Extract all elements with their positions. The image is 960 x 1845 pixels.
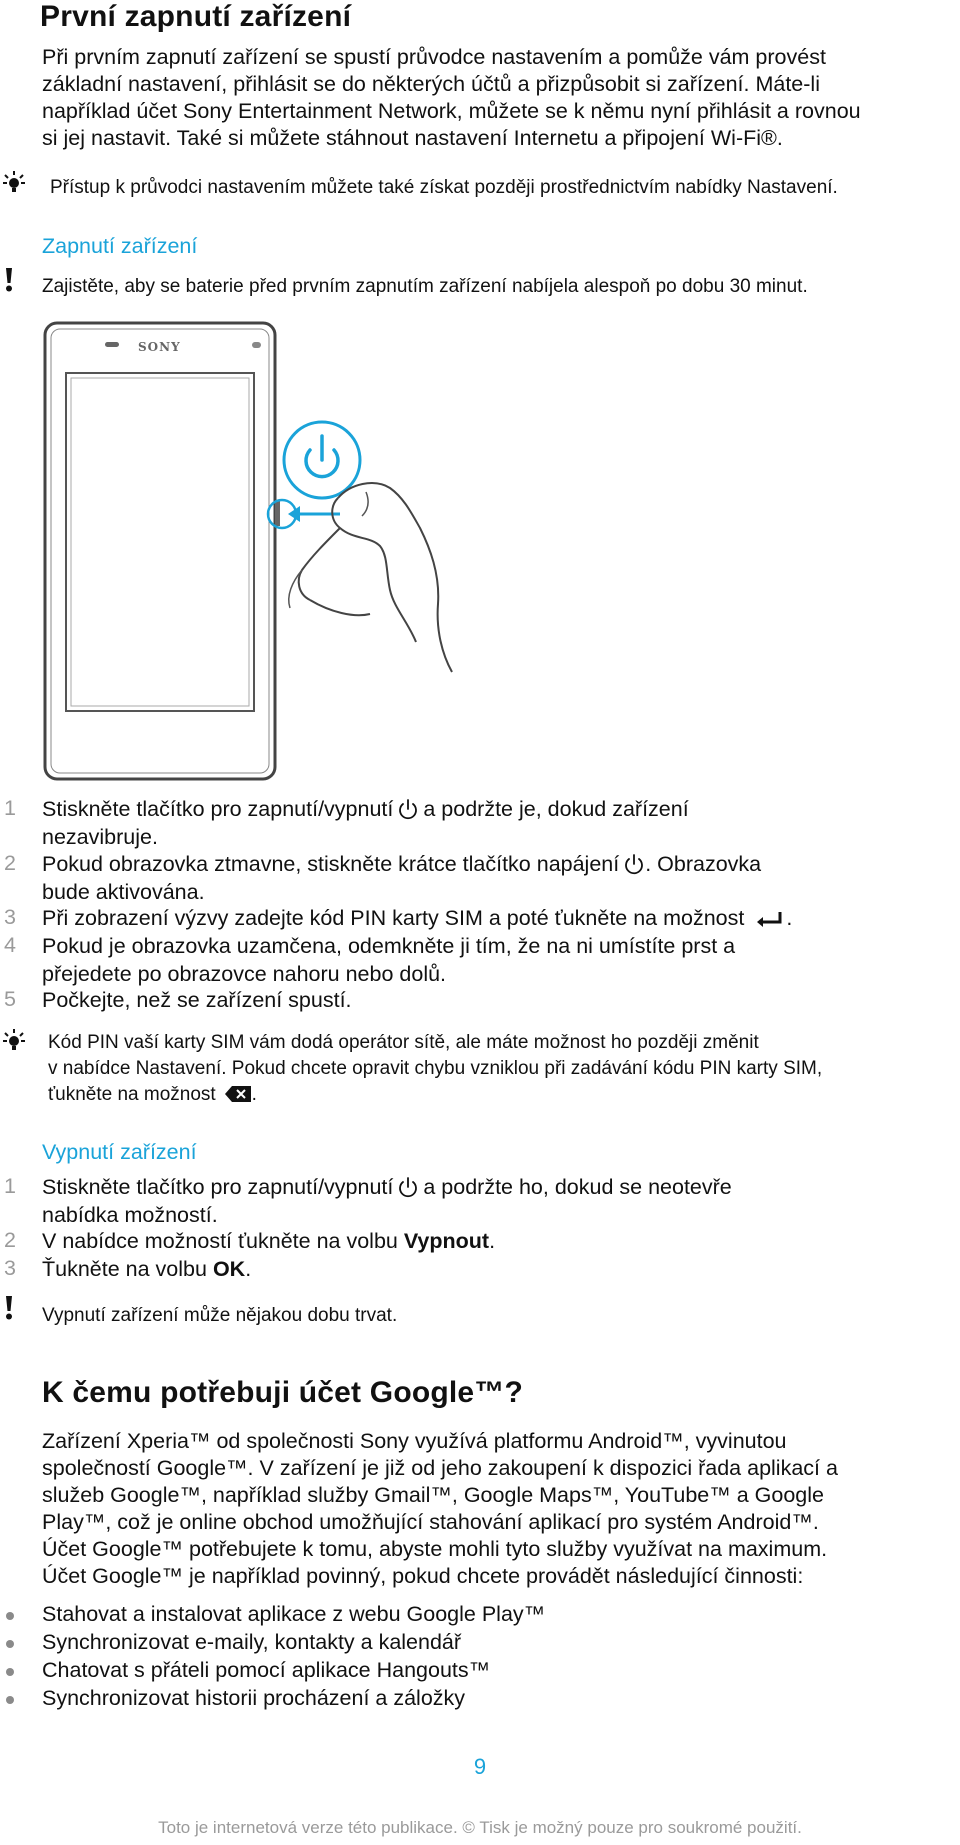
step-text-part: nabídka možností.	[42, 1202, 218, 1227]
pin-tip-line	[48, 1082, 948, 1108]
step-text-part: Pokud je obrazovka uzamčena, odemkněte ji tím, že na ni umístíte prst a	[42, 934, 736, 958]
power-icon	[397, 798, 419, 820]
step-text-part: a podržte ho, dokud se neotevře	[423, 1175, 732, 1199]
footer-notice: Toto je internetová verze této publikace. © Tisk je možný pouze pro soukromé použití.	[158, 1818, 802, 1837]
power-icon	[623, 853, 645, 875]
step-text-part: Pokud obrazovka ztmavne, stiskněte krátce tlačítko napájení	[42, 852, 620, 876]
google-line: Účet Google™ potřebujete k tomu, abyste mohli tyto služby využívat na maximum.	[42, 1537, 828, 1561]
step-text-part: .	[245, 1257, 252, 1281]
bullet-icon	[6, 1640, 14, 1648]
step-text-part: Počkejte, než se zařízení spustí.	[42, 988, 352, 1012]
bullet-item: Synchronizovat e-maily, kontakty a kalendář	[42, 1630, 462, 1654]
step-number: 4	[4, 933, 16, 957]
phone-illustration	[40, 318, 520, 788]
menu-option-ok: OK	[212, 1257, 246, 1281]
warning-icon	[4, 268, 14, 292]
intro-line: základní nastavení, přihlásit se do některých účtů a přizpůsobit si zařízení. Máte-li	[42, 72, 820, 96]
lightbulb-icon	[2, 1028, 26, 1052]
warning-text: Zajistěte, aby se baterie před prvním zapnutím zařízení nabíjela alespoň po dobu 30 minut.	[42, 276, 808, 297]
google-line: Play™, což je online obchod umožňující stahování aplikací pro systém Android™.	[42, 1510, 819, 1534]
bullet-item: Chatovat s přáteli pomocí aplikace Hangouts™	[42, 1658, 491, 1682]
google-paragraph	[42, 1428, 952, 1590]
intro-line: Při prvním zapnutí zařízení se spustí průvodce nastavením a pomůže vám provést	[42, 45, 826, 69]
step-text-part: nezavibruje.	[42, 824, 158, 849]
step-number: 2	[4, 1228, 16, 1252]
step-text-part: bude aktivována.	[42, 879, 205, 904]
step-text-part: přejedete po obrazovce nahoru nebo dolů.	[42, 961, 447, 986]
power-icon	[397, 1176, 419, 1198]
step-4-text	[42, 933, 892, 988]
google-line: Účet Google™ je například povinný, pokud chcete provádět následující činnosti:	[42, 1564, 804, 1588]
menu-option-vypnout: Vypnout	[403, 1229, 490, 1253]
off-step-3-text	[42, 1256, 892, 1284]
bullet-item: Stahovat a instalovat aplikace z webu Google Play™	[42, 1602, 546, 1626]
step-1-text	[42, 796, 892, 851]
intro-line: si jej nastavit. Také si můžete stáhnout nastavení Internetu a připojení Wi-Fi®.	[42, 126, 783, 150]
pin-tip-part: .	[251, 1084, 257, 1105]
step-text-part: a podržte je, dokud zařízení	[423, 797, 689, 821]
step-number: 1	[4, 796, 16, 820]
page-title: První zapnutí zařízení	[40, 0, 352, 33]
section-title-google: K čemu potřebuji účet Google™?	[42, 1376, 524, 1409]
step-5-text	[42, 987, 892, 1015]
step-text-part: Ťukněte na volbu	[42, 1257, 207, 1281]
google-line: Zařízení Xperia™ od společnosti Sony využívá platformu Android™, vyvinutou	[42, 1429, 787, 1453]
bullet-icon	[6, 1668, 14, 1676]
off-step-1-text	[42, 1174, 892, 1229]
off-step-2-text	[42, 1228, 892, 1256]
step-3-text	[42, 905, 892, 933]
step-text-part: V nabídce možností ťukněte na volbu	[42, 1229, 398, 1253]
section-heading-power-off: Vypnutí zařízení	[42, 1140, 197, 1164]
backspace-icon	[224, 1085, 252, 1103]
phone-brand-logo: SONY	[138, 340, 181, 354]
tip-text: Přístup k průvodci nastavením můžete také získat později prostřednictvím nabídky Nastavení.	[50, 177, 838, 198]
step-text-part: .	[786, 906, 793, 930]
page-number: 9	[473, 1754, 487, 1779]
shutdown-warning: Vypnutí zařízení může nějakou dobu trvat.	[42, 1305, 398, 1326]
intro-paragraph	[42, 44, 942, 152]
lightbulb-icon	[2, 170, 26, 194]
bullet-item: Synchronizovat historii procházení a záložky	[42, 1686, 466, 1710]
pin-tip-line: Kód PIN vaší karty SIM vám dodá operátor sítě, ale máte možnost ho později změnit	[48, 1032, 759, 1053]
section-heading-power-on: Zapnutí zařízení	[42, 234, 198, 258]
google-line: společností Google™. V zařízení je již od jeho zakoupení k dispozici řada aplikací a	[42, 1456, 838, 1480]
step-text-part: . Obrazovka	[645, 852, 762, 876]
step-number: 3	[4, 1256, 16, 1280]
google-line: služeb Google™, například služby Gmail™, Google Maps™, YouTube™ a Google	[42, 1483, 824, 1507]
step-number: 3	[4, 905, 16, 929]
step-text-part: Při zobrazení výzvy zadejte kód PIN karty SIM a poté ťukněte na možnost	[42, 906, 745, 930]
warning-icon	[4, 1296, 14, 1320]
step-number: 2	[4, 851, 16, 875]
step-text-part: Stiskněte tlačítko pro zapnutí/vypnutí	[42, 797, 394, 821]
bullet-icon	[6, 1696, 14, 1704]
enter-key-icon	[754, 909, 784, 929]
bullet-icon	[6, 1612, 14, 1620]
step-text-part: .	[489, 1229, 496, 1253]
pin-tip-line: v nabídce Nastavení. Pokud chcete opravit chybu vzniklou při zadávání kódu PIN karty SIM,	[48, 1058, 823, 1079]
step-2-text	[42, 851, 892, 906]
step-number: 5	[4, 987, 16, 1011]
step-number: 1	[4, 1174, 16, 1198]
intro-line: například účet Sony Entertainment Network, můžete se k němu nyní přihlásit a rovnou	[42, 99, 861, 123]
step-text-part: Stiskněte tlačítko pro zapnutí/vypnutí	[42, 1175, 394, 1199]
pin-tip-part: ťukněte na možnost	[48, 1084, 216, 1105]
pin-tip	[48, 1030, 948, 1108]
